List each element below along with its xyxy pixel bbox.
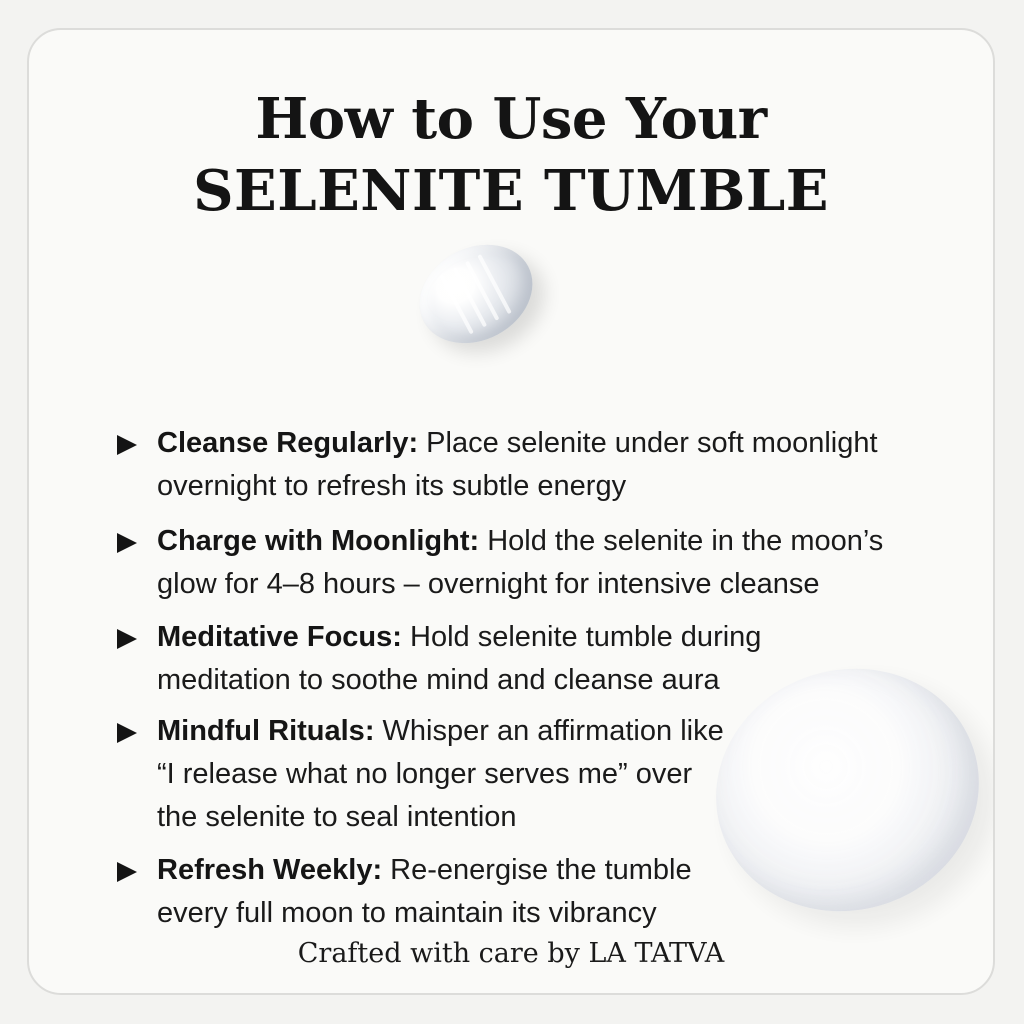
step-text-line-2: every full moon to maintain its vibrancy — [157, 897, 657, 929]
list-item — [115, 520, 883, 606]
info-card — [27, 28, 995, 995]
step-first-line — [157, 422, 878, 465]
step-text: Re-energise the tumble — [382, 854, 692, 886]
step-text: Hold the selenite in the moon’s — [479, 525, 884, 557]
selenite-stone-small-image — [402, 226, 549, 363]
step-first-line — [157, 710, 724, 753]
list-item — [115, 710, 724, 839]
list-item — [115, 422, 878, 508]
step-text-line-2: meditation to soothe mind and cleanse aura — [157, 664, 720, 696]
step-text: Place selenite under soft moonlight — [418, 427, 878, 459]
triangle-right-icon — [117, 723, 137, 743]
step-first-line — [157, 520, 883, 563]
step-text-line-2: glow for 4–8 hours – overnight for intensive cleanse — [157, 568, 820, 600]
step-text-line-2: overnight to refresh its subtle energy — [157, 470, 627, 502]
step-first-line — [157, 616, 761, 659]
step-text-line-3: the selenite to seal intention — [157, 801, 517, 833]
footer-credit — [29, 938, 993, 969]
page-title-line-2: SELENITE TUMBLE — [193, 158, 829, 224]
step-lead: Mindful Rituals: — [157, 715, 375, 747]
list-item — [115, 849, 692, 935]
step-lead: Meditative Focus: — [157, 621, 402, 653]
triangle-right-icon — [117, 629, 137, 649]
step-lead: Cleanse Regularly: — [157, 427, 419, 459]
step-text: Hold selenite tumble during — [401, 621, 762, 653]
step-lead: Charge with Moonlight: — [157, 525, 480, 557]
page-title-line-1: How to Use Your — [255, 86, 767, 152]
triangle-right-icon — [117, 862, 137, 882]
triangle-right-icon — [117, 533, 137, 553]
brand-name: LA TATVA — [588, 938, 725, 969]
step-first-line — [157, 849, 692, 892]
triangle-right-icon — [117, 435, 137, 455]
step-text: Whisper an affirmation like — [374, 715, 724, 747]
footer-prefix: Crafted with care by — [297, 938, 589, 969]
list-item — [115, 616, 761, 702]
step-text-line-2: “I release what no longer serves me” over — [157, 758, 693, 790]
step-lead: Refresh Weekly: — [157, 854, 383, 886]
